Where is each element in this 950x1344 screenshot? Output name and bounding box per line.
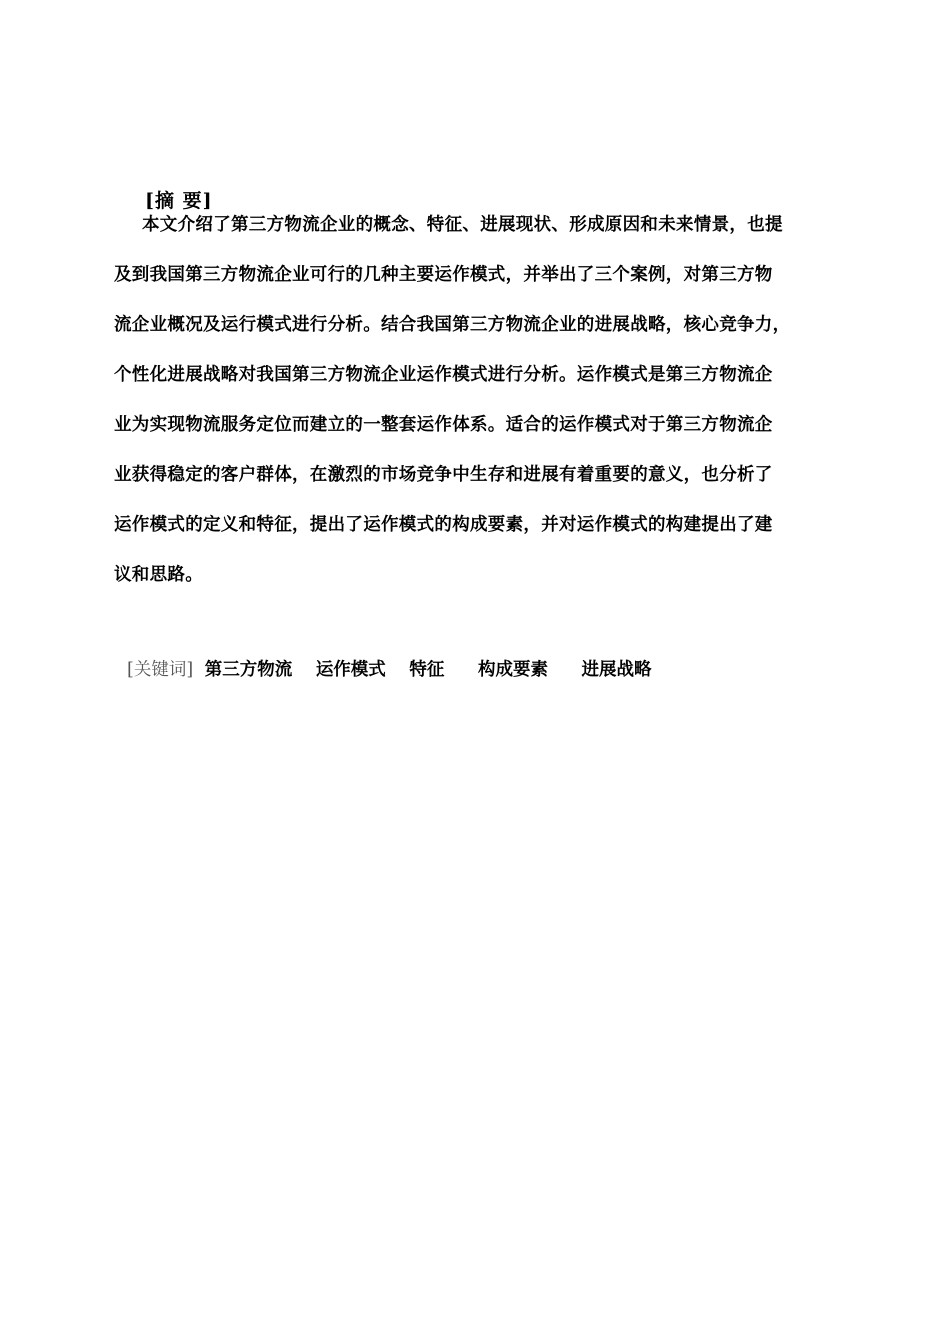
keyword-item: 运作模式	[315, 660, 386, 680]
abstract-line: 本文介绍了第三方物流企业的概念、特征、进展现状、形成原因和未来情景，也提	[142, 215, 783, 235]
abstract-line: 业为实现物流服务定位而建立的一整套运作体系。适合的运作模式对于第三方物流企	[114, 415, 773, 435]
abstract-line: 流企业概况及运行模式进行分析。结合我国第三方物流企业的进展战略，核心竞争力，	[114, 315, 791, 335]
abstract-line: 业获得稳定的客户群体，在激烈的市场竞争中生存和进展有着重要的意义，也分析了	[114, 465, 773, 485]
keyword-item: 特征	[409, 660, 445, 680]
abstract-heading: [摘 要]	[145, 190, 213, 212]
keyword-item: 构成要素	[477, 660, 548, 680]
keywords-line	[127, 656, 670, 684]
keywords-label: [关键词]	[127, 660, 194, 680]
keyword-item: 进展战略	[581, 660, 652, 680]
keyword-item: 第三方物流	[204, 660, 293, 680]
abstract-line: 个性化进展战略对我国第三方物流企业运作模式进行分析。运作模式是第三方物流企	[114, 365, 773, 385]
abstract-line: 议和思路。	[114, 565, 203, 585]
abstract-body	[114, 208, 854, 608]
abstract-line: 运作模式的定义和特征，提出了运作模式的构成要素，并对运作模式的构建提出了建	[114, 515, 773, 535]
abstract-line: 及到我国第三方物流企业可行的几种主要运作模式，并举出了三个案例，对第三方物	[114, 265, 773, 285]
